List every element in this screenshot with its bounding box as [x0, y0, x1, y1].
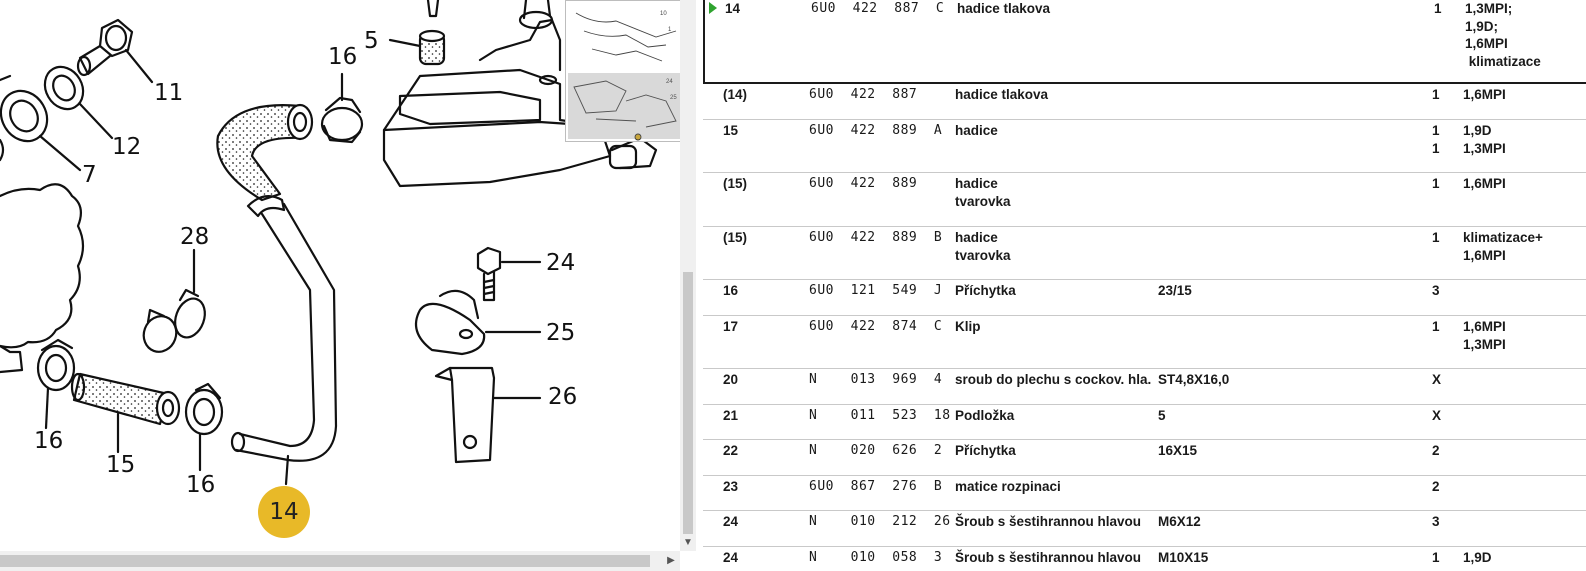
cell-pn: N 011 523 18: [809, 408, 951, 423]
table-row[interactable]: [703, 440, 1586, 476]
parts-list-table: [703, 0, 1586, 571]
cell-dim: 16X15: [1158, 443, 1198, 458]
svg-text:25: 25: [670, 95, 677, 101]
cell-pos: (14): [723, 87, 748, 102]
cell-qty: 1: [1432, 230, 1440, 245]
cell-pn: 6U0 867 276 B: [809, 479, 943, 494]
cell-qty: 2: [1432, 443, 1440, 458]
cell-desc: Klip: [955, 319, 981, 334]
cell-qty: X: [1432, 372, 1442, 387]
thumbnail-viewport-selection[interactable]: [568, 73, 680, 139]
cell-qty: 1: [1432, 87, 1440, 102]
cell-pos: 16: [723, 283, 739, 298]
callout-25[interactable]: 25: [546, 320, 576, 346]
cell-qty: 1: [1432, 550, 1440, 565]
svg-text:1: 1: [668, 27, 672, 33]
part-16-clamp-top: [322, 74, 362, 142]
cell-pn: N 020 626 2: [809, 443, 943, 458]
svg-text:10: 10: [660, 11, 667, 17]
callout-5[interactable]: 5: [364, 28, 379, 54]
play-triangle-icon: [709, 2, 717, 14]
cell-desc: hadice tvarovka: [955, 230, 1011, 263]
cell-pos: 24: [723, 550, 739, 565]
cell-desc: hadice tvarovka: [955, 176, 1011, 209]
cell-qty: X: [1432, 408, 1442, 423]
cell-pn: N 010 058 3: [809, 550, 943, 565]
cell-pos: 22: [723, 443, 739, 458]
table-row[interactable]: [703, 316, 1586, 369]
cell-qty: 2: [1432, 479, 1440, 494]
cell-pn: 6U0 422 889 B: [809, 230, 943, 245]
part-11-banjo: [78, 20, 152, 82]
cell-desc: Příchytka: [955, 283, 1016, 298]
cell-note: 1,6MPI: [1463, 176, 1506, 191]
cell-desc: matice rozpinaci: [955, 479, 1061, 494]
cell-note: 1,6MPI: [1463, 87, 1506, 102]
cell-desc: Podložka: [955, 408, 1015, 423]
cell-pn: 6U0 422 889 A: [809, 123, 943, 138]
table-row[interactable]: [703, 476, 1586, 511]
part-15-hose: [72, 374, 179, 452]
cell-pos: 23: [723, 479, 739, 494]
cell-dim: ST4,8X16,0: [1158, 372, 1230, 387]
cell-desc: hadice tlakova: [957, 1, 1051, 16]
callout-16-bottom[interactable]: 16: [186, 472, 216, 498]
part-16-clamp-left: [38, 340, 74, 428]
callout-11[interactable]: 11: [154, 80, 184, 106]
cell-desc: Příchytka: [955, 443, 1016, 458]
diagram-overview-thumbnail[interactable]: [565, 0, 680, 142]
part-5-sleeve: [390, 31, 444, 64]
cell-qty: 1: [1432, 176, 1440, 191]
cell-desc: Šroub s šestihrannou hlavou: [955, 514, 1142, 529]
cell-note: klimatizace+ 1,6MPI: [1463, 230, 1543, 263]
engine-outline: [0, 184, 83, 347]
cell-desc: sroub do plechu s cockov. hla.: [955, 372, 1152, 387]
cell-pn: 6U0 422 889: [809, 176, 918, 191]
cell-pos: (15): [723, 230, 748, 245]
cell-qty: 1: [1434, 1, 1442, 16]
cell-dim: 5: [1158, 408, 1166, 423]
part-14-hose: [217, 105, 336, 484]
cell-pos: 17: [723, 319, 739, 334]
part-16-clamp-bottom: [186, 384, 222, 470]
cell-pn: 6U0 422 887: [809, 87, 918, 102]
cell-qty: 3: [1432, 514, 1440, 529]
table-row[interactable]: [703, 84, 1586, 120]
table-row[interactable]: [703, 369, 1586, 405]
cell-note: 1,3MPI; 1,9D; 1,6MPI klimatizace: [1465, 1, 1541, 69]
table-row[interactable]: [703, 405, 1586, 440]
table-row[interactable]: [703, 511, 1586, 547]
cell-note: 1,6MPI 1,3MPI: [1463, 319, 1506, 352]
part-7-ring: [0, 76, 80, 170]
callout-7[interactable]: 7: [82, 162, 97, 188]
cell-pos: 14: [725, 1, 741, 16]
diagram-horizontal-scrollbar[interactable]: [0, 551, 680, 571]
table-row[interactable]: [703, 280, 1586, 316]
cell-qty: 1 1: [1432, 123, 1440, 156]
cell-pos: 15: [723, 123, 739, 138]
callout-12[interactable]: 12: [112, 134, 142, 160]
cell-dim: M6X12: [1158, 514, 1201, 529]
chevron-down-icon[interactable]: ▼: [683, 537, 693, 548]
cell-dim: 23/15: [1158, 283, 1192, 298]
cell-pos: 20: [723, 372, 739, 387]
callout-15[interactable]: 15: [106, 452, 136, 478]
svg-text:24: 24: [666, 79, 673, 85]
chevron-right-icon[interactable]: ▶: [667, 555, 675, 566]
callout-28[interactable]: 28: [180, 224, 210, 250]
cell-pos: 24: [723, 514, 739, 529]
cell-pn: 6U0 422 887 C: [811, 1, 945, 16]
vertical-scroll-thumb[interactable]: [683, 272, 693, 534]
callout-16-left[interactable]: 16: [34, 428, 64, 454]
callout-26[interactable]: 26: [548, 384, 578, 410]
cell-pn: N 013 969 4: [809, 372, 943, 387]
cell-dim: M10X15: [1158, 550, 1209, 565]
table-row[interactable]: [703, 173, 1586, 227]
cell-pn: 6U0 121 549 J: [809, 283, 943, 298]
cell-qty: 3: [1432, 283, 1440, 298]
part-24-bolt: [478, 248, 540, 300]
cell-pos: 21: [723, 408, 739, 423]
part-26-bracket: [436, 368, 540, 462]
cell-desc: hadice tlakova: [955, 87, 1049, 102]
callout-14-highlighted[interactable]: [258, 486, 310, 538]
part-28-clamps: [139, 250, 210, 356]
cell-qty: 1: [1432, 319, 1440, 334]
cell-note: 1,9D: [1463, 550, 1492, 565]
diagram-vertical-scrollbar[interactable]: [680, 0, 696, 551]
cell-pos: (15): [723, 176, 748, 191]
table-row[interactable]: [703, 227, 1586, 280]
cell-pn: 6U0 422 874 C: [809, 319, 943, 334]
part-12-ring: [37, 60, 112, 138]
callout-24[interactable]: 24: [546, 250, 576, 276]
cell-desc: hadice: [955, 123, 998, 138]
callout-14-label: 14: [269, 499, 299, 525]
table-row[interactable]: [703, 547, 1586, 571]
table-row[interactable]: [703, 120, 1586, 173]
cell-pn: N 010 212 26: [809, 514, 951, 529]
cell-desc: Šroub s šestihrannou hlavou: [955, 550, 1142, 565]
exploded-parts-diagram[interactable]: [0, 0, 680, 551]
callout-16-top[interactable]: 16: [328, 44, 358, 70]
part-25-p-clip: [416, 291, 540, 354]
horizontal-scroll-thumb[interactable]: [0, 555, 650, 567]
cell-note: 1,9D 1,3MPI: [1463, 123, 1506, 156]
table-row[interactable]: [703, 0, 1586, 84]
